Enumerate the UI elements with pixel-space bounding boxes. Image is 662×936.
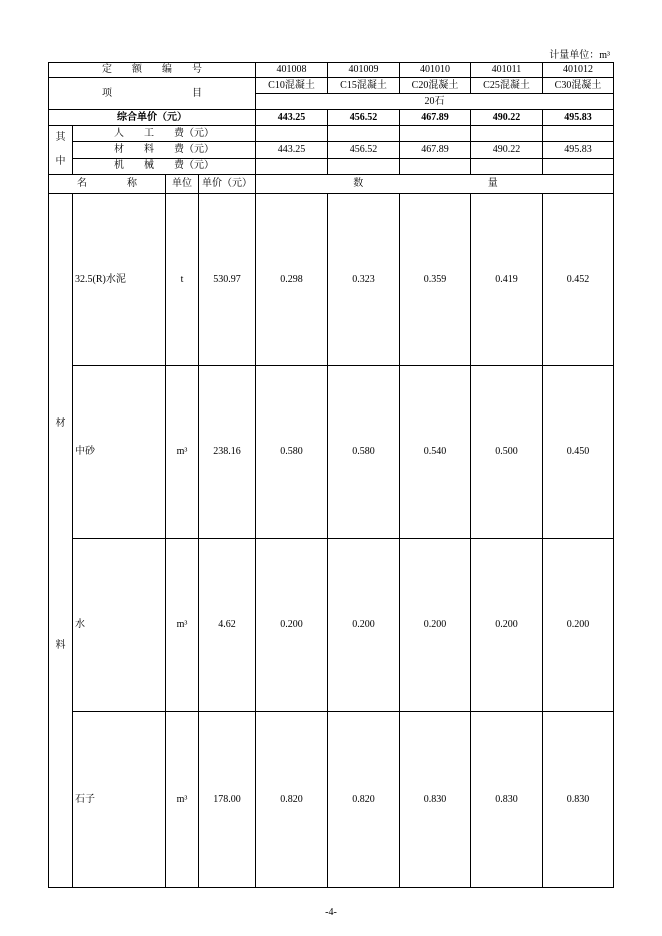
column-header-row xyxy=(49,175,614,194)
material-qty: 0.419 xyxy=(471,194,543,366)
machine-fee-value xyxy=(471,158,543,174)
material-price: 530.97 xyxy=(199,194,256,366)
labor-fee-value xyxy=(328,126,400,142)
of-which-char-2: 中 xyxy=(55,156,66,167)
material-unit: m³ xyxy=(166,539,199,712)
material-qty: 0.580 xyxy=(256,366,328,539)
labor-fee-value xyxy=(400,126,471,142)
quota-table xyxy=(48,62,614,888)
labor-fee-label: 人 工 费（元） xyxy=(73,126,256,142)
unit-price-value: 490.22 xyxy=(471,110,543,126)
quota-code: 401011 xyxy=(471,63,543,78)
material-name: 石子 xyxy=(73,712,166,888)
material-name: 水 xyxy=(73,539,166,712)
labor-fee-value xyxy=(471,126,543,142)
material-qty: 0.200 xyxy=(471,539,543,712)
material-qty: 0.830 xyxy=(471,712,543,888)
item-name: C30混凝土 xyxy=(543,78,614,94)
material-row xyxy=(49,194,614,366)
material-qty: 0.830 xyxy=(400,712,471,888)
material-row xyxy=(49,712,614,888)
material-qty: 0.450 xyxy=(543,366,614,539)
material-qty: 0.540 xyxy=(400,366,471,539)
material-unit: m³ xyxy=(166,366,199,539)
material-unit: m³ xyxy=(166,712,199,888)
item-name-row xyxy=(49,78,614,94)
of-which-char-1: 其 xyxy=(55,132,66,143)
material-qty: 0.200 xyxy=(400,539,471,712)
quantity-header xyxy=(256,175,614,194)
material-qty: 0.830 xyxy=(543,712,614,888)
material-price: 178.00 xyxy=(199,712,256,888)
material-qty: 0.452 xyxy=(543,194,614,366)
material-name: 32.5(R)水泥 xyxy=(73,194,166,366)
material-fee-value: 443.25 xyxy=(256,142,328,158)
item-name: C15混凝土 xyxy=(328,78,400,94)
material-fee-row xyxy=(49,142,614,158)
quota-code: 401008 xyxy=(256,63,328,78)
measurement-unit: 计量单位：m³ xyxy=(549,50,610,61)
material-fee-value: 456.52 xyxy=(328,142,400,158)
item-name: C20混凝土 xyxy=(400,78,471,94)
category-char-top: 材 xyxy=(55,418,66,429)
material-fee-value: 490.22 xyxy=(471,142,543,158)
labor-fee-row xyxy=(49,126,614,142)
name-header: 名 称 xyxy=(49,175,166,194)
quota-code: 401010 xyxy=(400,63,471,78)
quantity-label-char-2: 量 xyxy=(487,178,498,189)
page-number: -4- xyxy=(325,907,337,918)
aggregate-note: 20石 xyxy=(256,94,614,110)
material-price: 238.16 xyxy=(199,366,256,539)
unit-price-value: 456.52 xyxy=(328,110,400,126)
material-qty: 0.200 xyxy=(256,539,328,712)
price-header: 单价（元） xyxy=(199,175,256,194)
material-qty: 0.298 xyxy=(256,194,328,366)
material-qty: 0.200 xyxy=(543,539,614,712)
material-row xyxy=(49,539,614,712)
category-char-bottom: 料 xyxy=(55,640,66,651)
machine-fee-value xyxy=(328,158,400,174)
labor-fee-value xyxy=(543,126,614,142)
material-qty: 0.580 xyxy=(328,366,400,539)
unit-price-row xyxy=(49,110,614,126)
item-name: C10混凝土 xyxy=(256,78,328,94)
quota-code: 401009 xyxy=(328,63,400,78)
quota-code: 401012 xyxy=(543,63,614,78)
machine-fee-value xyxy=(543,158,614,174)
of-which-label xyxy=(49,126,73,175)
material-fee-value: 495.83 xyxy=(543,142,614,158)
material-fee-value: 467.89 xyxy=(400,142,471,158)
machine-fee-label: 机 械 费（元） xyxy=(73,158,256,174)
quota-no-label: 定 额 编 号 xyxy=(49,63,256,78)
labor-fee-value xyxy=(256,126,328,142)
material-qty: 0.820 xyxy=(328,712,400,888)
quantity-label-char-1: 数 xyxy=(353,178,364,189)
material-unit: t xyxy=(166,194,199,366)
material-name: 中砂 xyxy=(73,366,166,539)
machine-fee-row xyxy=(49,158,614,174)
machine-fee-value xyxy=(256,158,328,174)
material-qty: 0.820 xyxy=(256,712,328,888)
material-row xyxy=(49,366,614,539)
unit-price-label: 综合单价（元） xyxy=(49,110,256,126)
unit-header: 单位 xyxy=(166,175,199,194)
item-label: 项 目 xyxy=(49,78,256,110)
unit-price-value: 495.83 xyxy=(543,110,614,126)
item-name: C25混凝土 xyxy=(471,78,543,94)
material-qty: 0.323 xyxy=(328,194,400,366)
material-qty: 0.359 xyxy=(400,194,471,366)
material-qty: 0.200 xyxy=(328,539,400,712)
material-fee-label: 材 料 费（元） xyxy=(73,142,256,158)
unit-price-value: 467.89 xyxy=(400,110,471,126)
material-price: 4.62 xyxy=(199,539,256,712)
unit-price-value: 443.25 xyxy=(256,110,328,126)
material-category xyxy=(49,194,73,888)
quota-code-row xyxy=(49,63,614,78)
machine-fee-value xyxy=(400,158,471,174)
material-qty: 0.500 xyxy=(471,366,543,539)
